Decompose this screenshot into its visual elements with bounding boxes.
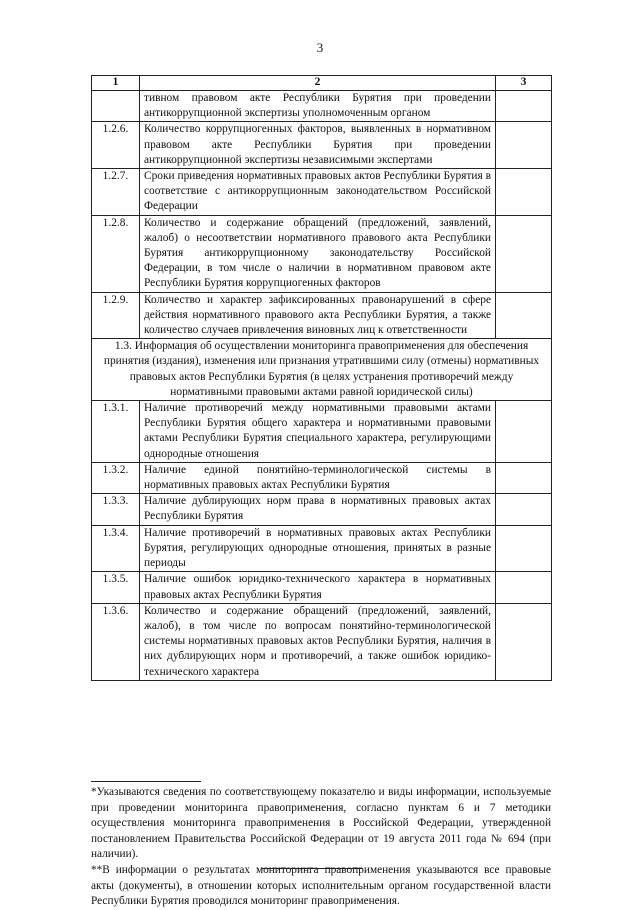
table-row <box>92 169 552 216</box>
item-number: 1.3.5. <box>92 572 140 603</box>
item-description: тивном правовом акте Республики Бурятия при проведении антикоррупционной экспертизы уполномоченным органом <box>140 91 496 122</box>
table-row <box>92 462 552 493</box>
item-value <box>496 215 552 292</box>
column-header-1: 1 <box>92 76 140 91</box>
item-number: 1.3.4. <box>92 525 140 572</box>
section-title: 1.3. Информация об осуществлении мониторинга правоприменения для обеспечения принятия (издания), изменения или признания утратившими силу (отмены) нормативных правовых актов Республики Бурятия (в целях устранения противоречий между нормативными правовыми актами равной юридической силы) <box>92 339 552 401</box>
table-row <box>92 122 552 169</box>
item-number: 1.3.1. <box>92 401 140 463</box>
item-number: 1.3.2. <box>92 462 140 493</box>
item-value <box>496 122 552 169</box>
table-row <box>92 603 552 680</box>
item-value <box>496 525 552 572</box>
table-row <box>92 494 552 525</box>
footnotes <box>91 785 551 910</box>
item-description: Сроки приведения нормативных правовых актов Республики Бурятия в соответствие с антикоррупционным законодательством Российской Федерации <box>140 169 496 216</box>
item-value <box>496 462 552 493</box>
item-number: 1.2.7. <box>92 169 140 216</box>
item-value <box>496 169 552 216</box>
footnote-2: **В информации о результатах мониторинга правоприменения указываются все правовые акты (документы), в отношении которых исполнительным органом государственной власти Республики Бурятия проводился мониторинг правоприменения. <box>91 863 551 908</box>
item-value <box>496 401 552 463</box>
column-header-3: 3 <box>496 76 552 91</box>
indicators-table <box>91 75 552 681</box>
item-description: Наличие единой понятийно-терминологической системы в нормативных правовых актах Республики Бурятия <box>140 462 496 493</box>
footnote-1: *Указываются сведения по соответствующему показателю и виды информации, используемые при проведении мониторинга правоприменения, согласно пунктам 6 и 7 методики осуществления мониторинга правоприменения в Российской Федерации, утвержденной постановлением Правительства Российской Федерации от 19 августа 2011 года № 694 (при наличии). <box>91 786 551 861</box>
item-description: Наличие ошибок юридико-технического характера в нормативных правовых актах Республики Бурятия <box>140 572 496 603</box>
table-header-row <box>92 76 552 91</box>
item-description: Количество и содержание обращений (предложений, заявлений, жалоб), в том числе по вопросам понятийно-терминологической системы нормативных правовых актов Республики Бурятия, наличия в них дублирующих норм и противоречий, а также ошибок юридико-технического характера <box>140 603 496 680</box>
table-row <box>92 572 552 603</box>
item-number <box>92 91 140 122</box>
table-row <box>92 91 552 122</box>
item-value <box>496 603 552 680</box>
item-description: Наличие противоречий между нормативными правовыми актами Республики Бурятия общего характера и нормативными правовыми актами Республики Бурятия специального характера, регулирующими однородные отношения <box>140 401 496 463</box>
section-header-row <box>92 339 552 401</box>
item-number: 1.2.8. <box>92 215 140 292</box>
table-body <box>92 91 552 681</box>
page-end-line <box>262 868 362 869</box>
table-row <box>92 292 552 339</box>
table-row <box>92 401 552 463</box>
item-description: Количество коррупциогенных факторов, выявленных в нормативном правовом акте Республики Бурятия при проведении антикоррупционной экспертизы независимыми экспертами <box>140 122 496 169</box>
item-value <box>496 494 552 525</box>
item-description: Количество и содержание обращений (предложений, заявлений, жалоб) о несоответствии нормативного правового акта Республики Бурятия антикоррупционному законодательству Российской Федерации, в том числе о наличии в нормативном правовом акте Республики Бурятия коррупциогенных факторов <box>140 215 496 292</box>
item-number: 1.3.3. <box>92 494 140 525</box>
item-description: Количество и характер зафиксированных правонарушений в сфере действия нормативного правового акта Республики Бурятия, а также количество случаев привлечения виновных лиц к ответственности <box>140 292 496 339</box>
table-row <box>92 215 552 292</box>
item-value <box>496 572 552 603</box>
item-description: Наличие противоречий в нормативных правовых актах Республики Бурятия, регулирующих однородные отношения, принятых в разные периоды <box>140 525 496 572</box>
item-number: 1.2.6. <box>92 122 140 169</box>
item-value <box>496 292 552 339</box>
page-number: 3 <box>316 40 324 55</box>
table-row <box>92 525 552 572</box>
item-value <box>496 91 552 122</box>
item-number: 1.2.9. <box>92 292 140 339</box>
item-number: 1.3.6. <box>92 603 140 680</box>
item-description: Наличие дублирующих норм права в нормативных правовых актах Республики Бурятия <box>140 494 496 525</box>
footnote-separator <box>91 781 201 782</box>
column-header-2: 2 <box>140 76 496 91</box>
